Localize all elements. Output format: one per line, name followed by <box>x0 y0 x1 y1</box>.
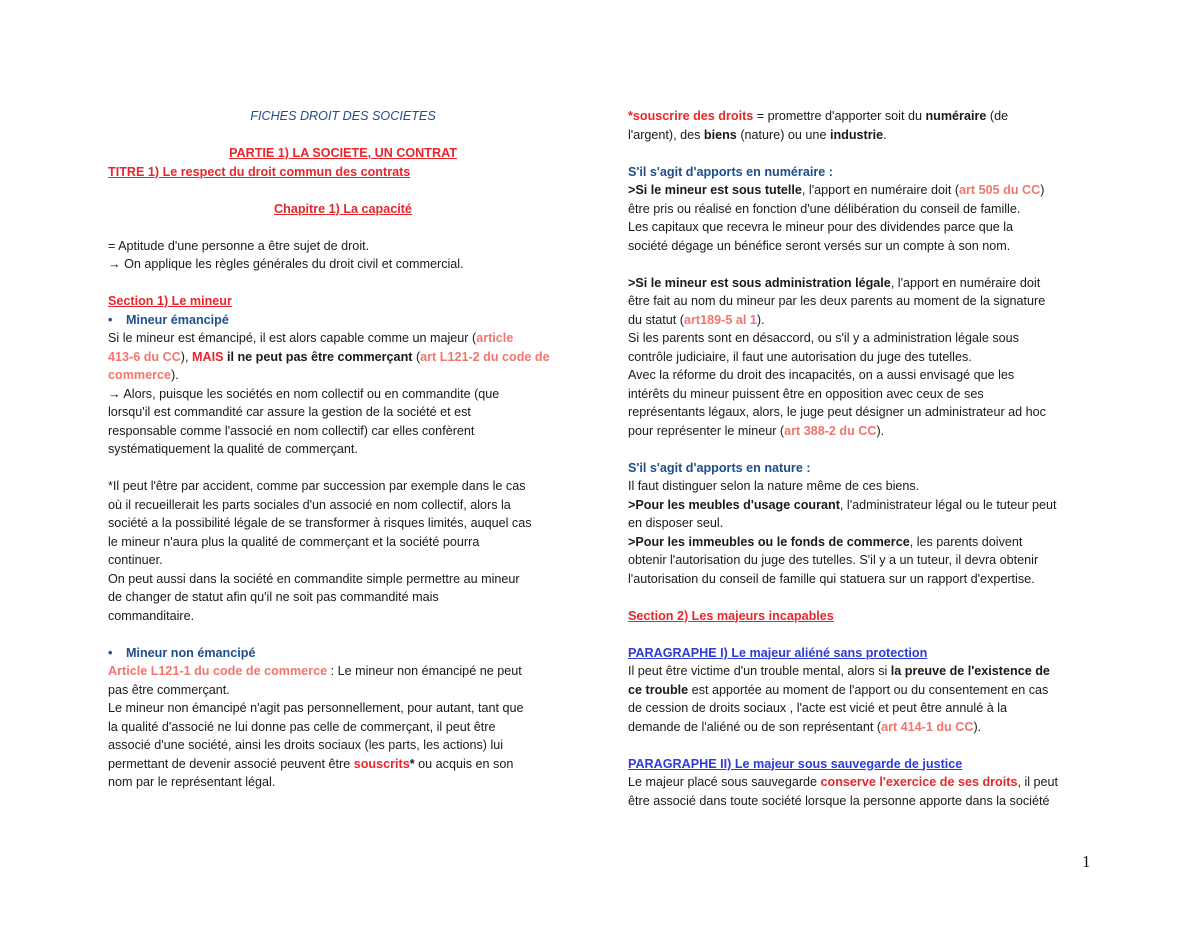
definition-arrow-line: → On applique les règles générales du droit civil et commercial. <box>108 257 464 271</box>
document-title: FICHES DROIT DES SOCIETES <box>250 109 436 123</box>
paragraph-line: de changer de statut afin qu'il ne soit pas commandité mais <box>108 590 439 604</box>
paragraph-line: On peut aussi dans la société en commandite simple permettre au mineur <box>108 571 520 586</box>
paragraph-line: la qualité d'associé ne lui donne pas celle de commerçant, il peut être <box>108 719 496 734</box>
paragraph-line: systématiquement la qualité de commerçant. <box>108 442 358 456</box>
n2-block <box>628 200 1096 256</box>
souscrits-emphasis: souscrits <box>353 756 410 771</box>
article-reference: art 505 du CC <box>959 183 1041 197</box>
article-reference: article <box>476 331 514 345</box>
apports-numeraire-heading: S'il s'agit d'apports en numéraire : <box>628 164 833 179</box>
paragraph-line: → Alors, puisque les sociétés en nom collectif ou en commandite (que <box>108 386 500 401</box>
paragraph-line: Le majeur placé sous sauvegarde conserve l'exercice de ses droits, il peut <box>628 775 1059 789</box>
paragraph-line: nom par le représentant légal. <box>108 775 276 789</box>
paragraph-line: être associé dans toute société lorsque la personne apporte dans la société <box>628 793 1050 808</box>
titre-heading: TITRE 1) Le respect du droit commun des contrats <box>108 164 411 179</box>
paragraph-line: le mineur n'aura plus la qualité de commerçant et la société pourra <box>108 534 480 549</box>
paragraph-line: *souscrire des droits = promettre d'apporter soit du numéraire (de <box>628 109 1009 123</box>
p5-block <box>108 699 578 755</box>
mineur-emancipe-heading: • Mineur émancipé <box>108 311 578 330</box>
paragraph-line: Si les parents sont en désaccord, ou s'il y a administration légale sous <box>628 331 1019 345</box>
paragraph-line: >Si le mineur est sous administration légale, l'apport en numéraire doit <box>628 275 1041 290</box>
article-reference: art L121-2 du code de <box>420 349 550 364</box>
souscrire-definition-term: *souscrire des droits <box>628 109 754 123</box>
section-2-heading: Section 2) Les majeurs incapables <box>628 608 834 623</box>
p2-block <box>108 385 578 459</box>
paragraph-line: société a la possibilité légale de se transformer à risques limités, auquel cas <box>108 516 532 530</box>
mineur-non-emancipe-heading: • Mineur non émancipé <box>108 644 578 663</box>
article-reference: art 414-1 du CC <box>881 719 974 734</box>
paragraph-line: l'autorisation du conseil de famille qui statuera sur un rapport d'expertise. <box>628 571 1035 586</box>
paragraph-line: être fait au nom du mineur par les deux parents au moment de la signature <box>628 294 1046 308</box>
paragraph-line: Le mineur non émancipé n'agit pas personnellement, pour autant, tant que <box>108 701 524 715</box>
a4-block <box>628 329 1096 422</box>
page-number: 1 <box>1082 852 1091 871</box>
right-column <box>628 107 1096 810</box>
paragraph-line: commerce). <box>108 368 179 382</box>
paragraph-line: 413-6 du CC), MAIS il ne peut pas être commerçant (art L121-2 du code de <box>108 349 550 364</box>
paragraph-line: ce trouble est apportée au moment de l'apport ou du consentement en cas <box>628 682 1049 697</box>
paragraph-line: intérêts du mineur puissent être en opposition avec ceux de ses <box>628 386 984 401</box>
paragraph-line: lorsqu'il est commandité car assure la gestion de la société et est <box>108 405 471 419</box>
partie-heading: PARTIE 1) LA SOCIETE, UN CONTRAT <box>229 146 457 160</box>
article-reference: commerce <box>108 368 172 382</box>
paragraph-line: responsable comme l'associé en nom collectif) car elles confèrent <box>108 423 475 438</box>
left-column <box>108 107 578 792</box>
paragraph-line: continuer. <box>108 553 163 567</box>
paragraph-line: en disposer seul. <box>628 516 724 530</box>
paragraph-line: Il faut distinguer selon la nature même de ces biens. <box>628 479 920 493</box>
paragraph-line: commanditaire. <box>108 608 195 623</box>
paragraph-line: de cession de droits sociaux , l'acte est vicié et peut être annulé à la <box>628 701 1008 715</box>
section-1-heading: Section 1) Le mineur <box>108 294 232 308</box>
bullet-icon: • <box>108 645 113 660</box>
paragraph-line: être pris ou réalisé en fonction d'une délibération du conseil de famille. <box>628 201 1021 216</box>
paragraph-line: où il recueillerait les parts sociales d'un associé en nom collectif, alors la <box>108 497 511 512</box>
paragraph-line: *Il peut l'être par accident, comme par succession par exemple dans le cas <box>108 479 526 493</box>
paragraph-line: Les capitaux que recevra le mineur pour des dividendes parce que la <box>628 220 1014 234</box>
p3-block <box>108 477 578 625</box>
conserve-emphasis: conserve l'exercice de ses droits <box>820 775 1018 789</box>
paragraph-line: obtenir l'autorisation du juge des tutelles. S'il y a un tuteur, il devra obtenir <box>628 553 1039 567</box>
mais-emphasis: MAIS <box>192 349 224 364</box>
paragraph-line: >Pour les immeubles ou le fonds de commerce, les parents doivent <box>628 534 1023 549</box>
paragraph-line: permettant de devenir associé peuvent être souscrits* ou acquis en son <box>108 756 514 771</box>
paragraph-line: pour représenter le mineur (art 388-2 du CC). <box>628 423 885 438</box>
apports-nature-heading: S'il s'agit d'apports en nature : <box>628 460 811 475</box>
article-reference: art 388-2 du CC <box>784 423 877 438</box>
paragraph-line: représentants légaux, alors, le juge peut désigner un administrateur ad hoc <box>628 405 1046 419</box>
paragraph-line: société dégage un bénéfice seront versés sur un compte à son nom. <box>628 238 1011 253</box>
paragraph-line: demande de l'aliéné ou de son représentant (art 414-1 du CC). <box>628 719 982 734</box>
article-reference: 413-6 du CC <box>108 349 181 364</box>
paragraph-line: contrôle judiciaire, il faut une autorisation du juge des tutelles. <box>628 349 972 364</box>
paragraphe-2-heading: PARAGRAPHE II) Le majeur sous sauvegarde de justice <box>628 756 963 771</box>
article-reference: art189-5 al 1 <box>684 312 757 327</box>
paragraphe-1-heading: PARAGRAPHE I) Le majeur aliéné sans protection <box>628 645 928 660</box>
paragraph-line: Si le mineur est émancipé, il est alors capable comme un majeur (article <box>108 331 514 345</box>
bullet-icon: • <box>108 312 113 327</box>
paragraph-line: associé d'une société, ainsi les droits sociaux (les parts, les actions) lui <box>108 738 504 752</box>
paragraph-line: du statut (art189-5 al 1). <box>628 312 765 327</box>
paragraph-line: Avec la réforme du droit des incapacités, on a aussi envisagé que les <box>628 368 1015 382</box>
paragraph-line: l'argent), des biens (nature) ou une industrie. <box>628 127 887 142</box>
chapitre-heading: Chapitre 1) La capacité <box>274 201 412 216</box>
paragraph-line: Article L121-1 du code de commerce : Le mineur non émancipé ne peut <box>108 664 522 678</box>
paragraph-line: >Si le mineur est sous tutelle, l'apport en numéraire doit (art 505 du CC) <box>628 183 1045 197</box>
paragraph-line: pas être commerçant. <box>108 682 230 697</box>
paragraph-line: >Pour les meubles d'usage courant, l'administrateur légal ou le tuteur peut <box>628 497 1057 512</box>
definition-line: = Aptitude d'une personne a être sujet de droit. <box>108 238 370 253</box>
article-reference: Article L121-1 du code de commerce <box>108 664 328 678</box>
paragraph-line: Il peut être victime d'un trouble mental, alors si la preuve de l'existence de <box>628 664 1050 678</box>
